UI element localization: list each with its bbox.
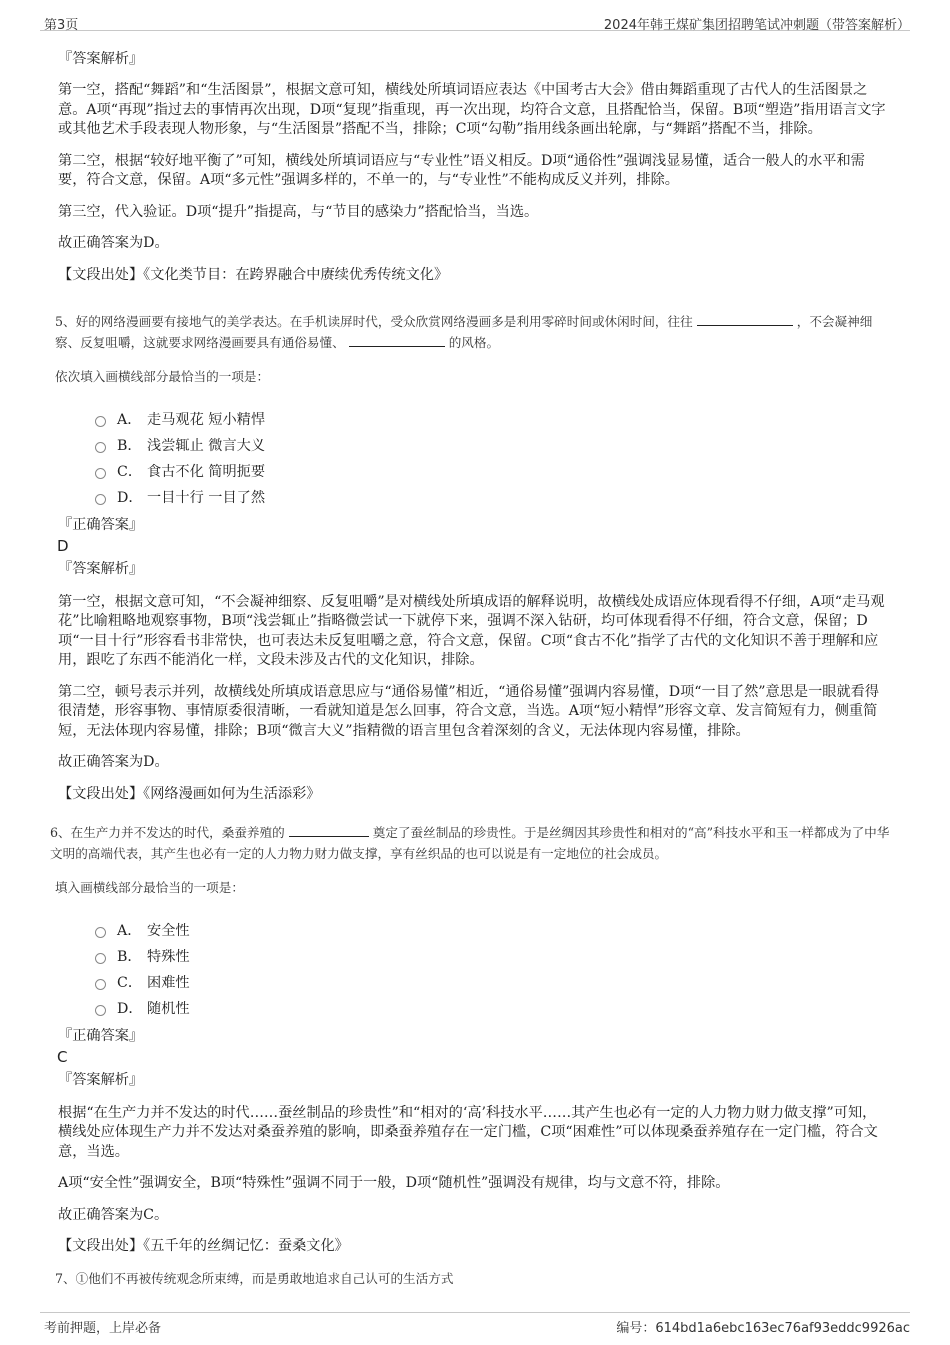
q4-analysis-p2: 第二空，根据“较好地平衡了”可知，横线处所填词语应与“专业性”语义相反。D项“通俗性”强调浅显易懂，适合一般人的水平和需要，符合文意，保留。A项“多元性”强调多样的，不单一的，与“专业性”不能构成反义并列，排除。 <box>58 152 865 188</box>
q5-analysis-label: 『答案解析』 <box>58 560 144 577</box>
q4-analysis-p3: 第三空，代入验证。D项“提升”指提高，与“节目的感染力”搭配恰当，当选。 <box>58 203 539 220</box>
document-id: 编号：614bd1a6ebc163ec76af93eddc9926ac <box>616 1321 910 1336</box>
document-body <box>50 50 890 1297</box>
q6-answer: C <box>57 1047 68 1066</box>
q6-conclusion: 故正确答案为C。 <box>58 1206 169 1223</box>
q4-source: 【文段出处】《文化类节目：在跨界融合中赓续优秀传统文化》 <box>58 266 449 283</box>
q5-options <box>95 407 890 511</box>
q7-stem: 7、①他们不再被传统观念所束缚，而是勇敢地追求自己认可的生活方式 <box>55 1271 454 1286</box>
q6-option-c[interactable]: C． 困难性 <box>95 970 890 996</box>
q6-text-a: 6、在生产力并不发达的时代，桑蚕养殖的 <box>50 824 285 840</box>
q6-text-b: 奠定了蚕丝制品的珍贵性。于是丝绸因其珍贵性和相对的“高”科技水平和玉一样都成为了中华文明的高端代表，其产生也必有一定的人力物力财力做支撑，享有丝织品的也可以说是有一定地位的社会成员。 <box>50 824 890 861</box>
q5-analysis-p2: 第二空，顿号表示并列，故横线处所填成语意思应与“通俗易懂”相近，“通俗易懂”强调内容易懂，D项“一目了然”意思是一眼就看得很清楚，形容事物、事情原委很清晰，一看就知道是怎么回事，符合文意，当选。A项“短小精悍”形容文章、发言简短有力，侧重简短，无法体现内容易懂，排除；B项“微言大义”指精微的语言里包含着深刻的含义，无法体现内容易懂，排除。 <box>58 683 880 739</box>
page-header <box>40 10 910 31</box>
q6-instruction: 填入画横线部分最恰当的一项是： <box>55 879 244 895</box>
q5-text-c: 的风格。 <box>448 334 500 350</box>
radio-icon[interactable] <box>95 494 106 505</box>
q5-answer-label: 『正确答案』 <box>58 516 144 533</box>
q6-option-a[interactable]: A． 安全性 <box>95 918 890 944</box>
q6-option-d[interactable]: D． 随机性 <box>95 996 890 1022</box>
q5-option-b[interactable]: B． 浅尝辄止 微言大义 <box>95 433 890 459</box>
q5-stem <box>55 311 890 353</box>
q6-option-b[interactable]: B． 特殊性 <box>95 944 890 970</box>
radio-icon[interactable] <box>95 1005 106 1016</box>
q6-source: 【文段出处】《五千年的丝绸记忆：蚕桑文化》 <box>58 1238 349 1254</box>
document-title: 2024年韩王煤矿集团招聘笔试冲刺题（带答案解析） <box>603 18 910 33</box>
q6-blank-1 <box>289 823 369 837</box>
q5-text-b: ，不会凝神细察、反复咀嚼，这就要求网络漫画要具有通俗易懂、 <box>55 313 873 350</box>
q5-conclusion: 故正确答案为D。 <box>58 754 169 770</box>
q5-blank-1 <box>697 312 793 326</box>
q5-source: 【文段出处】《网络漫画如何为生活添彩》 <box>58 785 321 802</box>
radio-icon[interactable] <box>95 468 106 479</box>
footer-slogan: 考前押题，上岸必备 <box>44 1321 162 1336</box>
radio-icon[interactable] <box>95 927 106 938</box>
q6-stem <box>50 822 890 864</box>
q4-analysis-label: 『答案解析』 <box>58 51 144 67</box>
q6-answer-label: 『正确答案』 <box>58 1027 144 1044</box>
q6-analysis-p1: 根据“在生产力并不发达的时代……蚕丝制品的珍贵性”和“相对的‘高’科技水平……其产生也必有一定的人力物力财力做支撑”可知，横线处应体现生产力并不发达对桑蚕养殖的影响，即桑蚕养殖存在一定门槛，C项“困难性”可以体现桑蚕养殖存在一定门槛，符合文意，当选。 <box>58 1104 878 1160</box>
q6-options <box>95 918 890 1022</box>
q6-analysis-label: 『答案解析』 <box>58 1071 144 1088</box>
page-number: 第3页 <box>44 18 79 33</box>
radio-icon[interactable] <box>95 979 106 990</box>
q5-option-d[interactable]: D． 一目十行 一目了然 <box>95 485 890 511</box>
q6-analysis-p2: A项“安全性”强调安全，B项“特殊性”强调不同于一般，D项“随机性”强调没有规律，均与文意不符，排除。 <box>58 1175 730 1191</box>
page-footer <box>40 1312 910 1337</box>
q5-answer: D <box>57 536 69 555</box>
radio-icon[interactable] <box>95 953 106 964</box>
q5-option-a[interactable]: A． 走马观花 短小精悍 <box>95 407 890 433</box>
q4-conclusion: 故正确答案为D。 <box>58 235 169 251</box>
q5-instruction: 依次填入画横线部分最恰当的一项是： <box>55 368 270 384</box>
q5-analysis-p1: 第一空，根据文意可知，“不会凝神细察、反复咀嚼”是对横线处所填成语的解释说明，故横线处成语应体现看得不仔细，A项“走马观花”比喻粗略地观察事物，B项“浅尝辄止”指略微尝试一下就停下来，强调不深入钻研，均可体现看得不仔细，符合文意，保留；D项“一目十行”形容看书非常快，也可表达未反复咀嚼之意，符合文意，保留。C项“食古不化”指学了古代的文化知识不善于理解和应用，跟吃了东西不能消化一样，文段未涉及古代的文化知识，排除。 <box>58 593 885 668</box>
q5-option-c[interactable]: C． 食古不化 简明扼要 <box>95 459 890 485</box>
radio-icon[interactable] <box>95 416 106 427</box>
q5-text-a: 5、好的网络漫画要有接地气的美学表达。在手机读屏时代，受众欣赏网络漫画多是利用零碎时间或休闲时间，往往 <box>55 313 693 329</box>
radio-icon[interactable] <box>95 442 106 453</box>
q4-analysis-p1: 第一空，搭配“舞蹈”和“生活图景”，根据文意可知，横线处所填词语应表达《中国考古大会》借由舞蹈重现了古代人的生活图景之意。A项“再现”指过去的事情再次出现，D项“复现”指重现，再一次出现，均符合文意，且搭配恰当，保留。B项“塑造”指用语言文字或其他艺术手段表现人物形象，与“生活图景”搭配不当，排除；C项“勾勒”指用线条画出轮廓，与“舞蹈”搭配不当，排除。 <box>58 82 886 137</box>
q5-blank-2 <box>349 333 445 347</box>
